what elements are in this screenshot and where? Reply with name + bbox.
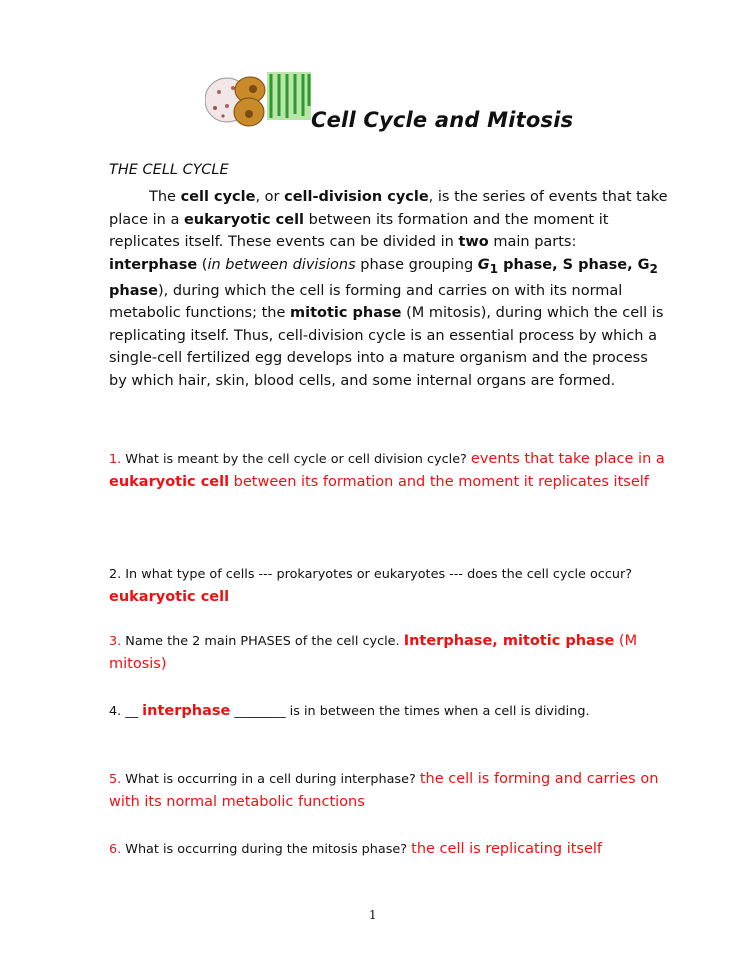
subscript: 2 <box>649 261 658 276</box>
question-text: Name the 2 main PHASES of the cell cycle. <box>121 634 404 649</box>
answer-text: interphase <box>142 703 231 719</box>
text: main parts: <box>488 234 577 250</box>
answer-text: eukaryotic cell <box>109 589 230 605</box>
answer-text: between its formation and the moment it replicates itself <box>229 474 649 490</box>
answer-text: (M mitosis) <box>109 633 638 672</box>
question-text: is in between the times when a cell is dividing. <box>285 704 590 719</box>
blank-line: __ <box>125 704 139 719</box>
text: phase grouping <box>355 256 478 273</box>
page-number: 1 <box>369 908 377 922</box>
question-6 <box>109 838 669 861</box>
question-number: 1. <box>109 452 122 467</box>
page-title: Cell Cycle and Mitosis <box>311 108 574 132</box>
section-heading: THE CELL CYCLE <box>109 162 229 178</box>
question-number: 6. <box>109 842 122 857</box>
question-number: 5. <box>109 772 122 787</box>
subscript: 1 <box>489 261 499 276</box>
question-text: What is occurring in a cell during interphase? <box>121 772 420 787</box>
term-phase: phase <box>109 282 158 299</box>
question-number: 3. <box>109 634 122 649</box>
question-text: What is occurring during the mitosis phase? <box>121 842 412 857</box>
term-interphase: interphase <box>109 256 198 273</box>
question-text: In what type of cells --- prokaryotes or eukaryotes --- does the cell cycle occur? <box>121 567 633 582</box>
italic-text: in between divisions <box>207 256 356 273</box>
question-3 <box>109 630 669 676</box>
question-5 <box>109 768 669 814</box>
term-eukaryotic-cell: eukaryotic cell <box>183 211 305 228</box>
question-number: 2. <box>109 567 122 582</box>
question-text: What is meant by the cell cycle or cell division cycle? <box>121 452 471 467</box>
answer-bold: eukaryotic cell <box>109 474 230 490</box>
term-phases: phase, S phase, G <box>498 256 650 273</box>
text: (M mitosis), during which the cell is replicating itself. Thus, cell-division cycle is an essential process by which a single-cell fertilized egg develops into a mature organism and the process by which hair, skin, blood cells, and some internal organs are formed. <box>109 305 664 389</box>
term-cell-division-cycle: cell-division cycle <box>284 189 429 205</box>
blank-line: ________ <box>234 704 286 719</box>
text: The <box>149 189 181 205</box>
question-2 <box>109 564 669 609</box>
term-g-phase: G <box>477 256 490 273</box>
question-number: 4. <box>109 704 122 719</box>
answer-text: the cell is forming and carries on with its normal metabolic functions <box>109 771 659 810</box>
answer-bold: Interphase, mitotic phase <box>403 633 615 649</box>
document-header <box>205 64 574 144</box>
text: , or <box>255 189 285 205</box>
term-mitotic-phase: mitotic phase <box>290 305 402 322</box>
cell-illustration-logo-icon <box>205 66 315 132</box>
answer-text: events that take place in a <box>470 451 665 467</box>
term-two: two <box>458 234 489 250</box>
question-4 <box>109 700 669 723</box>
question-1 <box>109 448 669 494</box>
term-cell-cycle: cell cycle <box>180 189 256 205</box>
text: ( <box>197 256 208 273</box>
text: , is the series of events that take place in a <box>109 189 668 228</box>
text: between its formation and the moment it replicates itself. These events can be divided in <box>109 211 609 250</box>
text: ), during which the cell is forming and carries on with its normal metabolic functions; the <box>109 282 623 322</box>
intro-paragraph <box>109 186 669 392</box>
answer-text: the cell is replicating itself <box>411 841 603 857</box>
